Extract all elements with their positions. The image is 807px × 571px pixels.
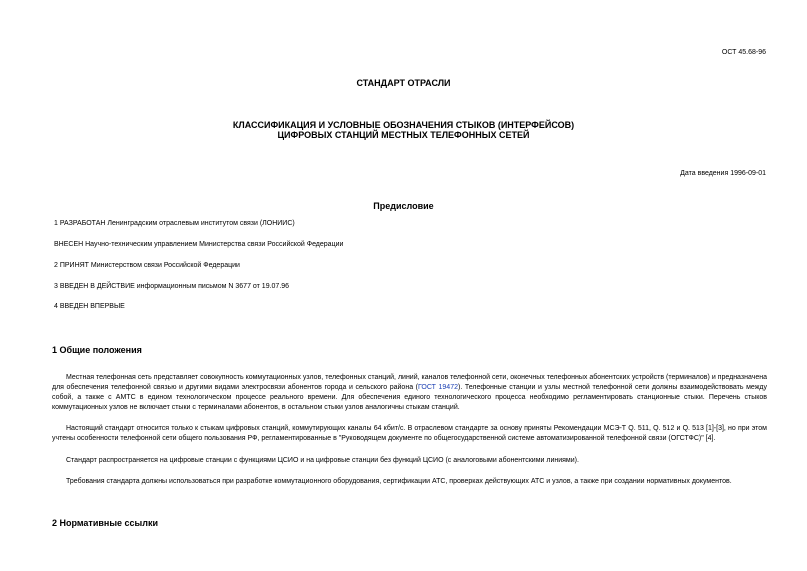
paragraph [52,424,767,444]
document-title-line-1: КЛАССИФИКАЦИЯ И УСЛОВНЫЕ ОБОЗНАЧЕНИЯ СТЫКОВ (ИНТЕРФЕЙСОВ) [232,120,575,130]
paragraph-text: Настоящий стандарт относится только к стыкам цифровых станций, коммутирующих каналы 64 кбит/с. В отраслевом стандарте за основу приняты Рекомендации МСЭ-Т Q. 511, Q. 512 и Q. 513 [1]-[3], но при этом учтены особенности телефонной сети общего пользования РФ, регламентированные в "Руководящем документе по общегосударственной системе автоматизированной телефонной связи (ОГСТФС)" [4]. [52,425,767,442]
preface-item: ВНЕСЕН Научно-техническим управлением Министерства связи Российской Федерации [54,241,344,248]
paragraph-text: Местная телефонная сеть представляет совокупность коммутационных узлов, телефонных станций, линий, каналов телефонной сети, оконечных телефонных абонентских устройств (терминалов) и предназначена для обеспечения телефонной связью и другими видами электросвязи абонентов города и сельского района ( [52,374,767,391]
introduction-date: Дата введения 1996-09-01 [680,170,766,177]
paragraph-text: Требования стандарта должны использоваться при разработке коммутационного оборудования, сертификации АТС, проверках действующих АТС и узлов, а также при создании нормативных документов. [66,478,732,485]
section-heading-normative-references: 2 Нормативные ссылки [52,518,158,528]
paragraph [52,373,767,413]
standard-type: СТАНДАРТ ОТРАСЛИ [356,78,451,88]
preface-item: 4 ВВЕДЕН ВПЕРВЫЕ [54,303,125,310]
section-heading-general: 1 Общие положения [52,345,142,355]
paragraph-text: Стандарт распространяется на цифровые станции с функциями ЦСИО и на цифровые станции без функций ЦСИО (с аналоговыми абонентскими линиями). [66,457,579,464]
document-code: ОСТ 45.68-96 [721,49,766,56]
preface-item: 1 РАЗРАБОТАН Ленинградским отраслевым институтом связи (ЛОНИИС) [54,220,295,227]
preface-item: 3 ВВЕДЕН В ДЕЙСТВИЕ информационным письмом N 3677 от 19.07.96 [54,283,290,290]
paragraph-text: ). Телефонные станции и узлы местной телефонной сети должны взаимодействовать между собой, а также с АМТС в едином технологическом процессе реального времени. Для обеспечения единого технологического процесса необходимо регламентировать станционные стыки. Перечень стыков коммутационных узлов не включает стыки с терминалами абонентов, в остальном стыки узлов аналогичны стыкам станций. [52,384,767,411]
gost-19472-link[interactable]: ГОСТ 19472 [418,384,458,391]
document-title-line-2: ЦИФРОВЫХ СТАНЦИЙ МЕСТНЫХ ТЕЛЕФОННЫХ СЕТЕЙ [277,130,530,140]
paragraph [52,477,767,487]
paragraph [52,456,767,466]
preface-heading: Предисловие [373,201,434,211]
preface-item: 2 ПРИНЯТ Министерством связи Российской Федерации [54,262,240,269]
